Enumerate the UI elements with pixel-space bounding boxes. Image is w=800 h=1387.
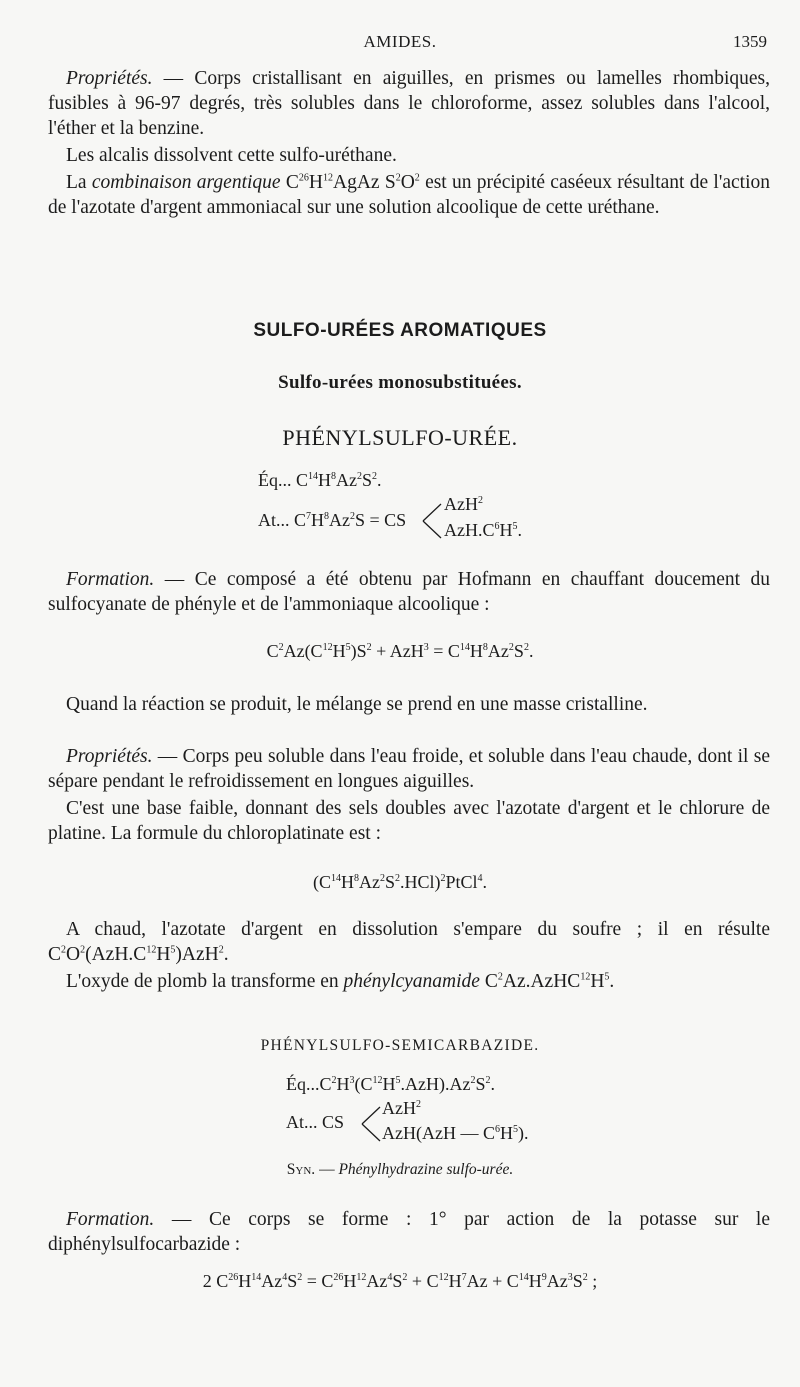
silver-compound-text: est un précipité caséeux résultant de l'action de l'azotate d'argent ammoniacal sur une solution alcoolique de cette uréthane. — [48, 172, 770, 218]
subsection-title: Sulfo-urées monosubstituées. — [278, 372, 522, 393]
formation-paragraph-2 — [48, 1207, 770, 1257]
eq-label-2: Éq... — [286, 1074, 320, 1094]
section-title: SULFO-URÉES AROMATIQUES — [253, 320, 547, 341]
bond-branch-2 — [360, 1102, 382, 1146]
properties-paragraph — [48, 66, 770, 141]
lead-oxide-paragraph: L'oxyde de plomb la transforme en phénylcyanamide $C^2Az.AzHC^{12}H^5$. — [66, 971, 615, 992]
reaction-paragraph: Quand la réaction se produit, le mélange se prend en une masse cristalline. — [66, 694, 648, 715]
properties-text: — Corps cristallisant en aiguilles, en prismes ou lamelles rhombiques, fusibles à 96-97 degrés, très solubles dans le chloroforme, assez solubles dans l'alcool, l'éther et la benzine. — [48, 68, 770, 139]
at-label-2: At... — [286, 1112, 318, 1132]
bond-branch — [421, 498, 443, 544]
equivalent-formula: Éq... $C^{14}H^8Az^2S^2$. — [258, 470, 382, 490]
lead-oxide-pre: L'oxyde de plomb la transforme en — [66, 971, 344, 992]
formation-label-2: Formation. — [66, 1209, 155, 1230]
silver-compound-paragraph — [48, 170, 770, 220]
eq-label: Éq... — [258, 470, 292, 490]
formation-text: — Ce composé a été obtenu par Hofmann en chauffant doucement du sulfocyanate de phényle et de l'ammoniaque alcoolique : — [48, 569, 770, 615]
page-number: 1359 — [733, 32, 767, 51]
synonym-line: Syn. — Phénylhydrazine sulfo-urée. — [286, 1161, 514, 1178]
properties-text-2: — Corps peu soluble dans l'eau froide, et soluble dans l'eau chaude, dont il se sépare pendant le refroidissement en longues aiguilles. — [48, 746, 770, 792]
formation-text-2: — Ce corps se forme : 1° par action de la potasse sur le diphénylsulfocarbazide : — [48, 1209, 770, 1255]
synonym-label: Syn. — [286, 1161, 316, 1178]
running-header: AMIDES. — [363, 32, 437, 51]
hot-silver-paragraph: A chaud, l'azotate d'argent en dissolution s'empare du soufre ; il en résulte $C^2O^2(AzH.C^{12}H^5)AzH^2$. — [48, 919, 770, 965]
silver-formula: $C^{26}H^{12}AgAz$ $S^2O^2$ — [285, 172, 420, 193]
formation-label: Formation. — [66, 569, 155, 590]
reaction-equation-2: 2 $C^{26}H^{14}Az^4S^2 = C^{26}H^{12}Az^4S^2 + C^{12}H^7Az + C^{14}H^9Az^3S^2$ ; — [202, 1271, 598, 1291]
hot-silver-text: A chaud, l'azotate d'argent en dissolution s'empare du soufre ; il en résulte — [66, 919, 770, 940]
chloroplatinate-formula: $(C^{14}H^8Az^2S^2.HCl)^2PtCl^4$. — [312, 872, 488, 892]
properties-label-2: Propriétés. — [66, 746, 153, 767]
synonym-text: Phénylhydrazine sulfo-urée. — [338, 1161, 514, 1178]
alkali-paragraph: Les alcalis dissolvent cette sulfo-uréthane. — [66, 145, 397, 166]
compound-title-semicarbazide: PHÉNYLSULFO-SEMICARBAZIDE. — [260, 1037, 540, 1054]
properties-label: Propriétés. — [66, 68, 153, 89]
equivalent-formula-2: $Éq...C^2H^3(C^{12}H^5.AzH).Az^2S^2$. — [286, 1074, 496, 1094]
at-label: At... — [258, 510, 290, 530]
phenylcyanamide-label: phénylcyanamide — [343, 971, 480, 992]
document-page: AMIDES. 1359 Propriétés. — Corps cristallisant en aiguilles, en prismes ou lamelles rhombiques, fusibles à 96-97 degrés, très solubles dans le chloroforme, assez solubles dans l'alcool, l'éther et la benzine. Les alcalis dissolvent cette sulfo-uréthane. La combinaison argentique $C^{26}H^{12}AgAz$ $S^2O^2$ est un précipité caséeux résultant de l'action de l'azotate d'argent ammoniacal sur une solution alcoolique de cette uréthane. SULFO-URÉES AROMATIQUES Sulfo-urées monosubstituées. PHÉNYLSULFO-URÉE. Éq... $C^{14}H^8Az^2S^2$. At... $C^7H^8Az^2S$ = CS AzH$^2$ $AzH.C^6H^5$. Formation. — Ce composé a été obtenu par Hofmann en chauffant doucement du sulfocyanate de phényle et de l'ammoniaque alcoolique : $C^2Az(C^{12}H^5)S^2 + AzH^3 = C^{14}H^8Az^2S^2$. Quand la réaction se produit, le mélange se prend en une masse cristalline. Propriétés. — Corps peu soluble dans l'eau froide, et soluble dans l'eau chaude, dont il se sépare pendant le refroidissement en longues aiguilles. C'est une base faible, donnant des sels doubles avec l'azotate d'argent et le chlorure de platine. La formule du chloroplatinate est : $(C^{14}H^8Az^2S^2.HCl)^2PtCl^4$. A chaud, l'azotate d'argent en dissolution s'empare du soufre ; il en résulte $C^2O^2(AzH.C^{12}H^5)AzH^2$. L'oxyde de plomb la transforme en phénylcyanamide $C^2Az.AzHC^{12}H^5$. PHÉNYLSULFO-SEMICARBAZIDE. $Éq...C^2H^3(C^{12}H^5.AzH).Az^2S^2$. At... CS AzH$^2$ AzH(AzH — $C^6H^5$). Syn. — Phénylhydrazine sulfo-urée. Formation. — Ce corps se forme : 1° par action de la potasse sur le diphénylsulfocarbazide : 2 $C^{26}H^{14}Az^4S^2 = C^{26}H^{12}Az^4S^2 + C^{12}H^7Az + C^{14}H^9Az^3S^2$ ; — [0, 0, 800, 1387]
base-paragraph: C'est une base faible, donnant des sels doubles avec l'azotate d'argent et le chlorure de platine. La formule du chloroplatinate est : — [48, 798, 770, 844]
properties-paragraph-2 — [48, 744, 770, 794]
silver-compound-label: combinaison argentique — [91, 172, 281, 193]
reaction-equation: $C^2Az(C^{12}H^5)S^2 + AzH^3 = C^{14}H^8Az^2S^2$. — [266, 641, 534, 661]
formation-paragraph — [48, 567, 770, 617]
silver-compound-pre: La — [66, 172, 92, 193]
compound-title-phenylsulfouree: PHÉNYLSULFO-URÉE. — [282, 425, 518, 450]
